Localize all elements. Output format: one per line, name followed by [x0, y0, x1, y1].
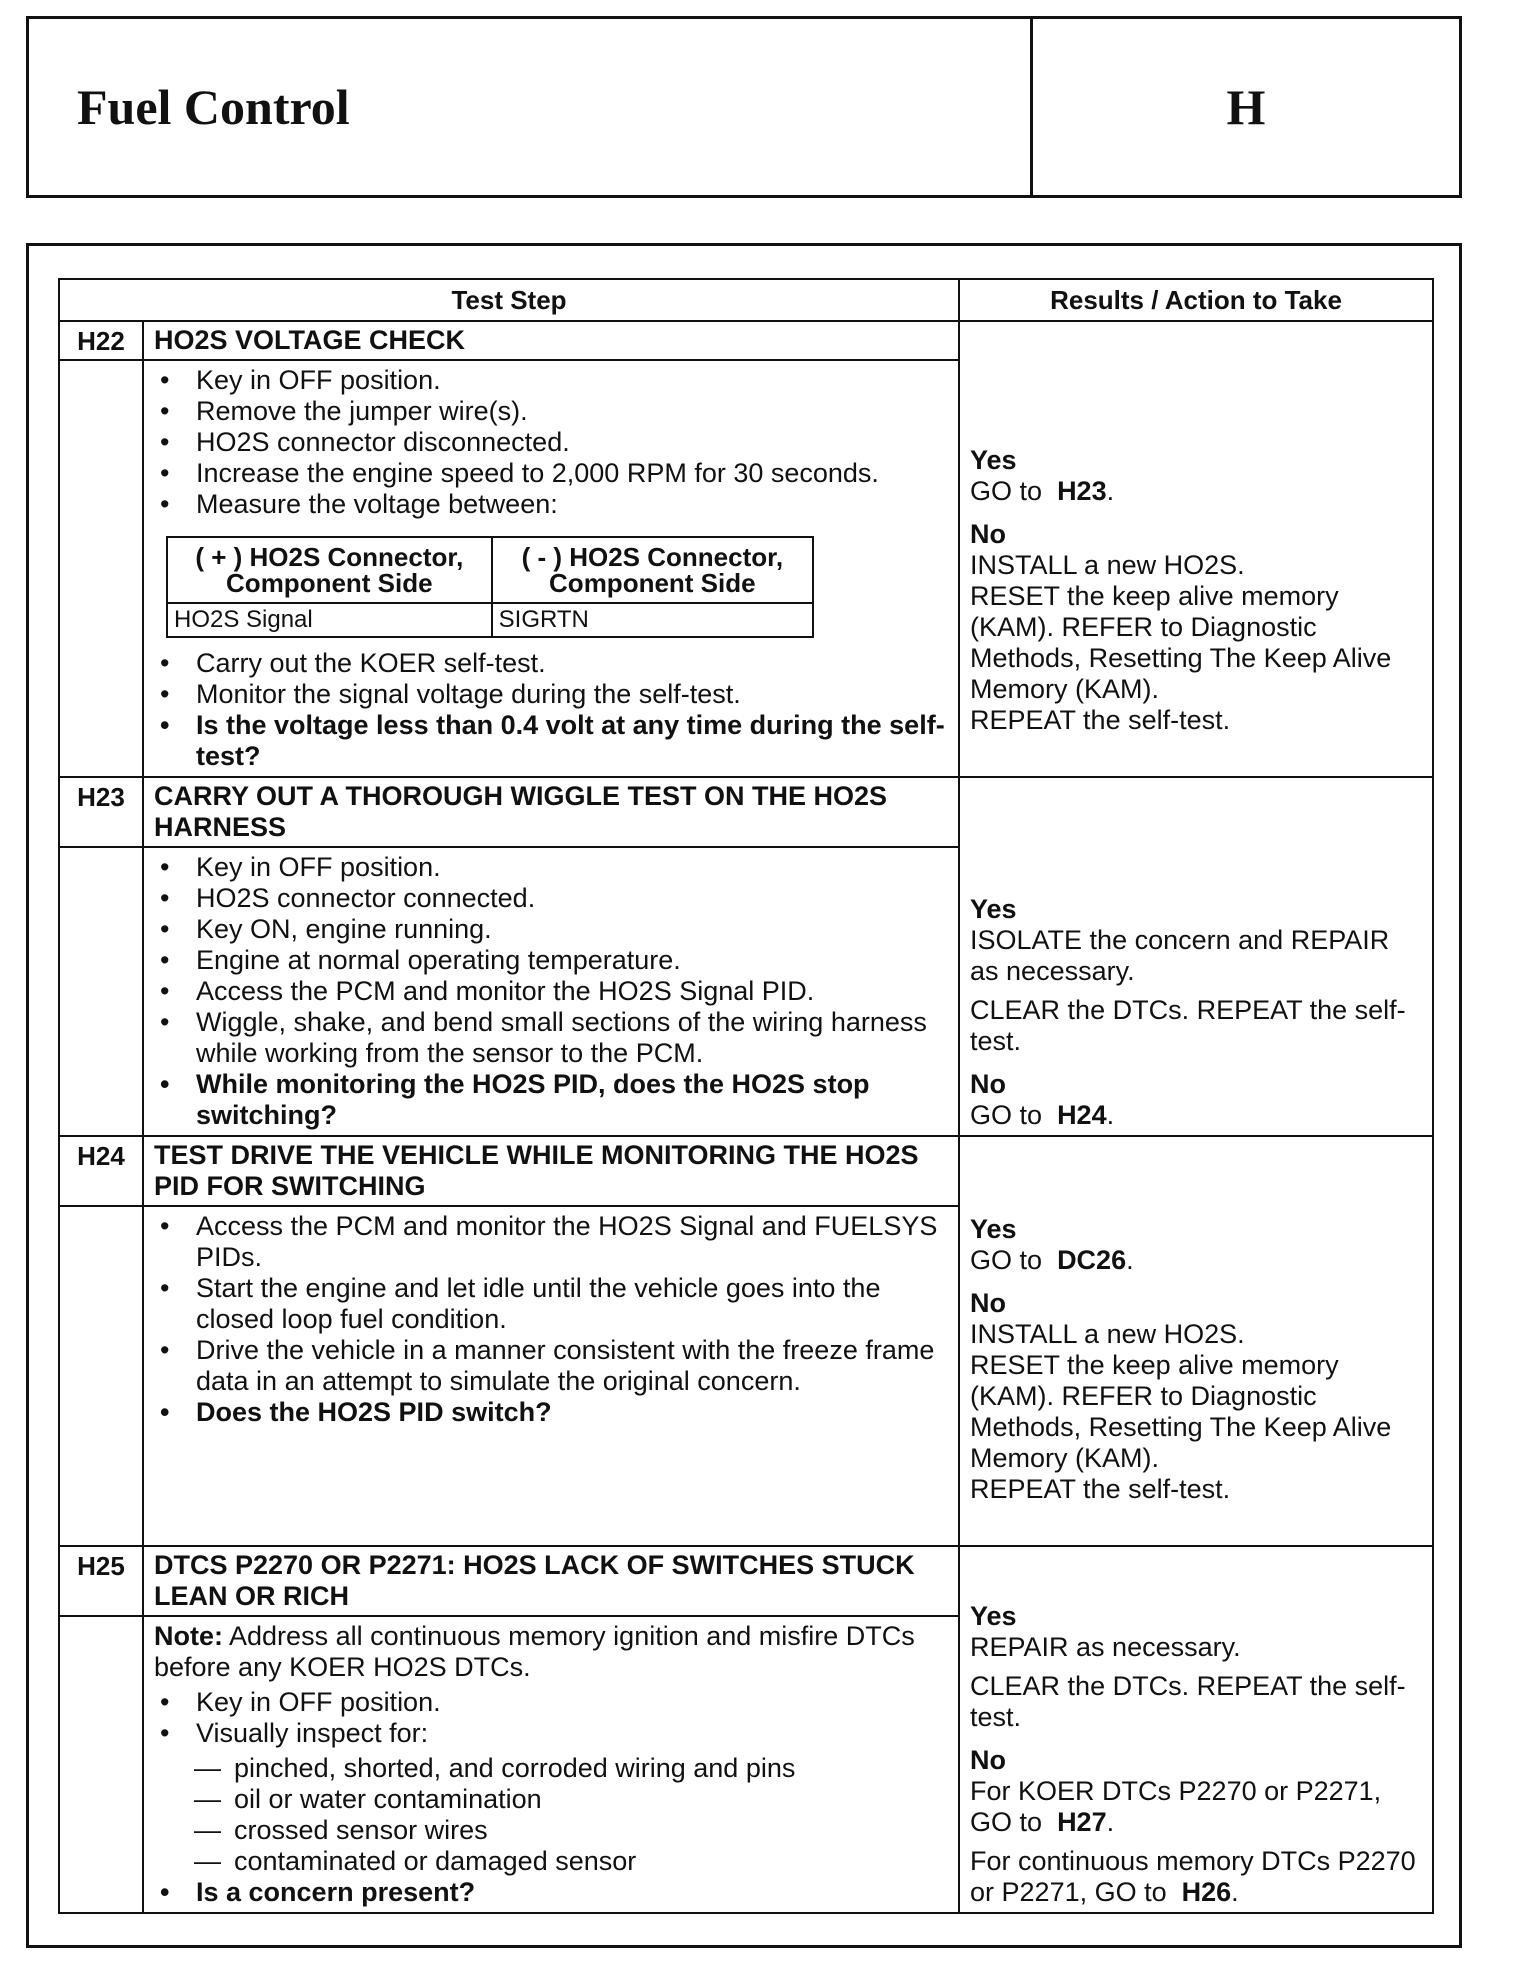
- meas-head-negative: ( - ) HO2S Connector, Component Side: [492, 537, 813, 603]
- step-title: TEST DRIVE THE VEHICLE WHILE MONITORING THE HO2S PID FOR SWITCHING: [143, 1136, 959, 1206]
- list-item: • Drive the vehicle in a manner consistent with the freeze frame data in an attempt to simulate the original concern.: [154, 1335, 950, 1397]
- meas-positive: HO2S Signal: [167, 603, 492, 637]
- no-action: INSTALL a new HO2S.: [970, 1319, 1245, 1349]
- meas-head-positive: ( + ) HO2S Connector, Component Side: [167, 537, 492, 603]
- no-action: RESET the keep alive memory (KAM). REFER to Diagnostic Methods, Resetting The Keep Alive Memory (KAM).: [970, 1350, 1392, 1473]
- step-id: H22: [59, 321, 143, 360]
- yes-action: GO to H23.: [970, 476, 1115, 506]
- col-results: Results / Action to Take: [959, 279, 1433, 321]
- list-item: • Remove the jumper wire(s).: [154, 396, 950, 427]
- step-link[interactable]: H27: [1057, 1807, 1107, 1837]
- no-action: For continuous memory DTCs P2270 or P2271, GO to H26.: [970, 1846, 1416, 1907]
- list-item: • Access the PCM and monitor the HO2S Signal PID.: [154, 976, 950, 1007]
- no-action: REPEAT the self-test.: [970, 1474, 1231, 1504]
- step-question: • Is a concern present?: [154, 1877, 950, 1908]
- list-item: • Access the PCM and monitor the HO2S Signal and FUELSYS PIDs.: [154, 1211, 950, 1273]
- dash-item: — oil or water contamination: [154, 1784, 950, 1815]
- step-id-spacer: [59, 360, 143, 777]
- meas-negative: SIGRTN: [492, 603, 813, 637]
- list-item: • Monitor the signal voltage during the self-test.: [154, 679, 950, 710]
- step-id: H23: [59, 777, 143, 847]
- list-item: • HO2S connector connected.: [154, 883, 950, 914]
- yes-action: ISOLATE the concern and REPAIR as necessary.: [970, 925, 1390, 986]
- table-header-row: [59, 279, 1433, 321]
- step-note: Note: Address all continuous memory ignition and misfire DTCs before any KOER HO2S DTCs.: [154, 1621, 915, 1682]
- yes-action: REPAIR as necessary.: [970, 1632, 1241, 1662]
- no-label: No: [970, 1745, 1007, 1775]
- page-title: Fuel Control: [77, 79, 350, 135]
- no-action: GO to H24.: [970, 1100, 1115, 1130]
- step-body: [143, 847, 959, 1136]
- no-action: REPEAT the self-test.: [970, 705, 1231, 735]
- list-item: • Wiggle, shake, and bend small sections of the wiring harness while working from the sensor to the PCM.: [154, 1007, 950, 1069]
- step-h23-title-row: [59, 777, 1433, 847]
- step-question: • Is the voltage less than 0.4 volt at any time during the self-test?: [154, 710, 950, 772]
- step-title: CARRY OUT A THOROUGH WIGGLE TEST ON THE HO2S HARNESS: [143, 777, 959, 847]
- step-body: [143, 360, 959, 777]
- yes-label: Yes: [970, 1601, 1017, 1631]
- step-question: • While monitoring the HO2S PID, does the HO2S stop switching?: [154, 1069, 950, 1131]
- list-item: • Key in OFF position.: [154, 365, 950, 396]
- step-id: H24: [59, 1136, 143, 1206]
- list-item: • Key in OFF position.: [154, 1687, 950, 1718]
- test-step-table: [58, 278, 1434, 1914]
- list-item: • Measure the voltage between:: [154, 489, 950, 520]
- step-link[interactable]: DC26: [1057, 1245, 1127, 1275]
- list-item: • Visually inspect for:: [154, 1718, 950, 1749]
- no-label: No: [970, 1069, 1007, 1099]
- no-action: INSTALL a new HO2S.: [970, 550, 1245, 580]
- list-item: • Engine at normal operating temperature.: [154, 945, 950, 976]
- dash-item: — crossed sensor wires: [154, 1815, 950, 1846]
- step-id-spacer: [59, 1206, 143, 1546]
- yes-label: Yes: [970, 894, 1017, 924]
- step-id: H25: [59, 1546, 143, 1616]
- yes-label: Yes: [970, 445, 1017, 475]
- no-label: No: [970, 1288, 1007, 1318]
- header-box: [26, 16, 1462, 198]
- step-h24-results: [959, 1136, 1433, 1546]
- step-h24-title-row: [59, 1136, 1433, 1206]
- list-item: • Carry out the KOER self-test.: [154, 648, 950, 679]
- step-h23-results: [959, 777, 1433, 1136]
- no-action: For KOER DTCs P2270 or P2271, GO to H27.: [970, 1776, 1382, 1837]
- list-item: • Start the engine and let idle until the vehicle goes into the closed loop fuel condition.: [154, 1273, 950, 1335]
- step-body: [143, 1206, 959, 1546]
- list-item: • HO2S connector disconnected.: [154, 427, 950, 458]
- step-link[interactable]: H26: [1181, 1877, 1232, 1907]
- step-id-spacer: [59, 1616, 143, 1913]
- yes-action: GO to DC26.: [970, 1245, 1134, 1275]
- step-h22-title-row: [59, 321, 1433, 360]
- section-letter: H: [1226, 79, 1266, 135]
- step-link[interactable]: H23: [1057, 476, 1107, 506]
- dash-item: — contaminated or damaged sensor: [154, 1846, 950, 1877]
- yes-label: Yes: [970, 1214, 1017, 1244]
- step-h22-results: [959, 321, 1433, 777]
- no-action: RESET the keep alive memory (KAM). REFER to Diagnostic Methods, Resetting The Keep Alive Memory (KAM).: [970, 581, 1392, 704]
- step-title: DTCS P2270 OR P2271: HO2S LACK OF SWITCHES STUCK LEAN OR RICH: [143, 1546, 959, 1616]
- measurement-table: [166, 536, 814, 638]
- list-item: • Key ON, engine running.: [154, 914, 950, 945]
- col-test-step: Test Step: [59, 279, 959, 321]
- list-item: • Increase the engine speed to 2,000 RPM for 30 seconds.: [154, 458, 950, 489]
- step-title: HO2S VOLTAGE CHECK: [143, 321, 959, 360]
- list-item: • Key in OFF position.: [154, 852, 950, 883]
- step-id-spacer: [59, 847, 143, 1136]
- step-h25-results: [959, 1546, 1433, 1913]
- dash-item: — pinched, shorted, and corroded wiring and pins: [154, 1753, 950, 1784]
- step-body: [143, 1616, 959, 1913]
- no-label: No: [970, 519, 1007, 549]
- yes-action: CLEAR the DTCs. REPEAT the self-test.: [970, 995, 1406, 1056]
- step-question: • Does the HO2S PID switch?: [154, 1397, 950, 1428]
- yes-action: CLEAR the DTCs. REPEAT the self-test.: [970, 1671, 1406, 1732]
- step-link[interactable]: H24: [1057, 1100, 1107, 1130]
- step-h25-title-row: [59, 1546, 1433, 1616]
